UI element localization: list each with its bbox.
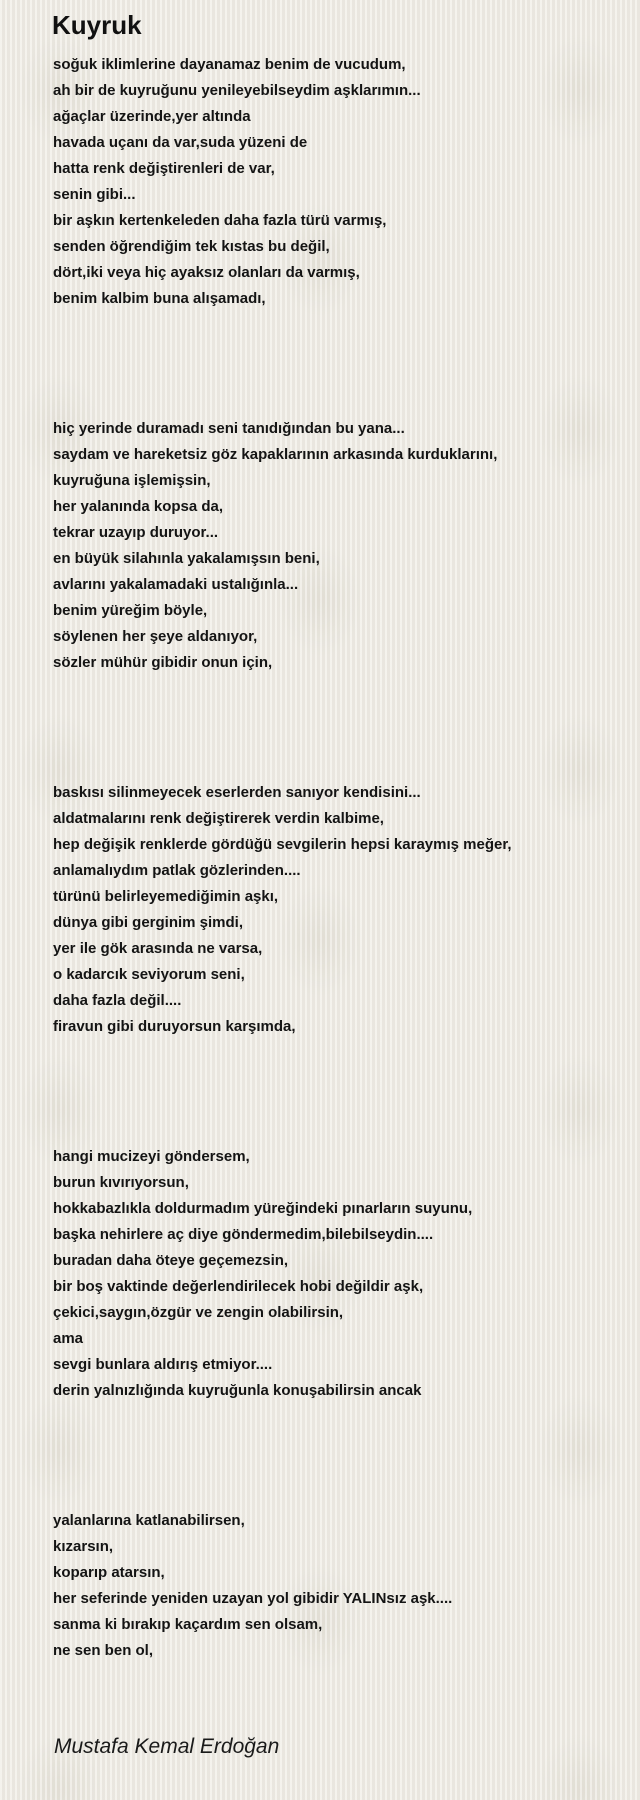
stanza-3 <box>53 780 623 1040</box>
stanza-2 <box>53 416 623 676</box>
poem-title: Kuyruk <box>52 10 142 40</box>
poem-line: benim yüreğim böyle, <box>53 602 208 619</box>
poem-line: firavun gibi duruyorsun karşımda, <box>53 1018 296 1035</box>
poem-line: saydam ve hareketsiz göz kapaklarının arkasında kurduklarını, <box>53 446 498 463</box>
poem-line: bir boş vaktinde değerlendirilecek hobi değildir aşk, <box>53 1278 424 1295</box>
poem-line: sanma ki bırakıp kaçardım sen olsam, <box>53 1616 323 1633</box>
poem-author[interactable]: Mustafa Kemal Erdoğan <box>54 1735 280 1758</box>
poem-line: koparıp atarsın, <box>53 1564 165 1581</box>
poem-line: ah bir de kuyruğunu yenileyebilseydim aşklarımın... <box>53 82 421 99</box>
poem-line: dünya gibi gerginim şimdi, <box>53 914 244 931</box>
poem-line: anlamalıydım patlak gözlerinden.... <box>53 862 301 879</box>
poem-line: hiç yerinde duramadı seni tanıdığından bu yana... <box>53 420 405 437</box>
poem-line: hangi mucizeyi göndersem, <box>53 1148 250 1165</box>
poem-line: türünü belirleyemediğimin aşkı, <box>53 888 279 905</box>
poem-line: burun kıvırıyorsun, <box>53 1174 189 1191</box>
poem-line: hokkabazlıkla doldurmadım yüreğindeki pınarların suyunu, <box>53 1200 473 1217</box>
poem-line: daha fazla değil.... <box>53 992 182 1009</box>
poem-line: derin yalnızlığında kuyruğunla konuşabilirsin ancak <box>53 1382 422 1399</box>
poem-line: aldatmalarını renk değiştirerek verdin kalbime, <box>53 810 384 827</box>
poem-line: yalanlarına katlanabilirsen, <box>53 1512 245 1529</box>
poem-line: her seferinde yeniden uzayan yol gibidir YALINsız aşk.... <box>53 1590 453 1607</box>
poem-line: tekrar uzayıp duruyor... <box>53 524 219 541</box>
stanza-4 <box>53 1144 623 1404</box>
poem-line: bir aşkın kertenkeleden daha fazla türü varmış, <box>53 212 387 229</box>
poem-line: en büyük silahınla yakalamışsın beni, <box>53 550 320 567</box>
poem-line: her yalanında kopsa da, <box>53 498 224 515</box>
poem-line: sevgi bunlara aldırış etmiyor.... <box>53 1356 273 1373</box>
poem-line: o kadarcık seviyorum seni, <box>53 966 245 983</box>
poem-line: sözler mühür gibidir onun için, <box>53 654 273 671</box>
poem-line: yer ile gök arasında ne varsa, <box>53 940 263 957</box>
stanza-1 <box>53 52 623 312</box>
poem-line: ne sen ben ol, <box>53 1642 154 1659</box>
poem-line: benim kalbim buna alışamadı, <box>53 290 266 307</box>
poem-line: ağaçlar üzerinde,yer altında <box>53 108 251 125</box>
poem-line: senden öğrendiğim tek kıstas bu değil, <box>53 238 330 255</box>
poem-line: buradan daha öteye geçemezsin, <box>53 1252 289 1269</box>
poem-body <box>53 52 623 1664</box>
poem-line: soğuk iklimlerine dayanamaz benim de vucudum, <box>53 56 406 73</box>
poem-line: başka nehirlere aç diye göndermedim,bilebilseydin.... <box>53 1226 434 1243</box>
poem-line: avlarını yakalamadaki ustalığınla... <box>53 576 299 593</box>
poem-line: ama <box>53 1330 84 1347</box>
poem-line: hatta renk değiştirenleri de var, <box>53 160 275 177</box>
poem-line: senin gibi... <box>53 186 136 203</box>
poem-line: havada uçanı da var,suda yüzeni de <box>53 134 308 151</box>
poem-line: hep değişik renklerde gördüğü sevgilerin hepsi karaymış meğer, <box>53 836 512 853</box>
poem-line: baskısı silinmeyecek eserlerden sanıyor kendisini... <box>53 784 421 801</box>
poem-line: dört,iki veya hiç ayaksız olanları da varmış, <box>53 264 360 281</box>
stanza-5 <box>53 1508 623 1664</box>
poem-line: söylenen her şeye aldanıyor, <box>53 628 258 645</box>
poem-line: kuyruğuna işlemişsin, <box>53 472 211 489</box>
poem-line: kızarsın, <box>53 1538 114 1555</box>
poem-line: çekici,saygın,özgür ve zengin olabilirsin, <box>53 1304 344 1321</box>
